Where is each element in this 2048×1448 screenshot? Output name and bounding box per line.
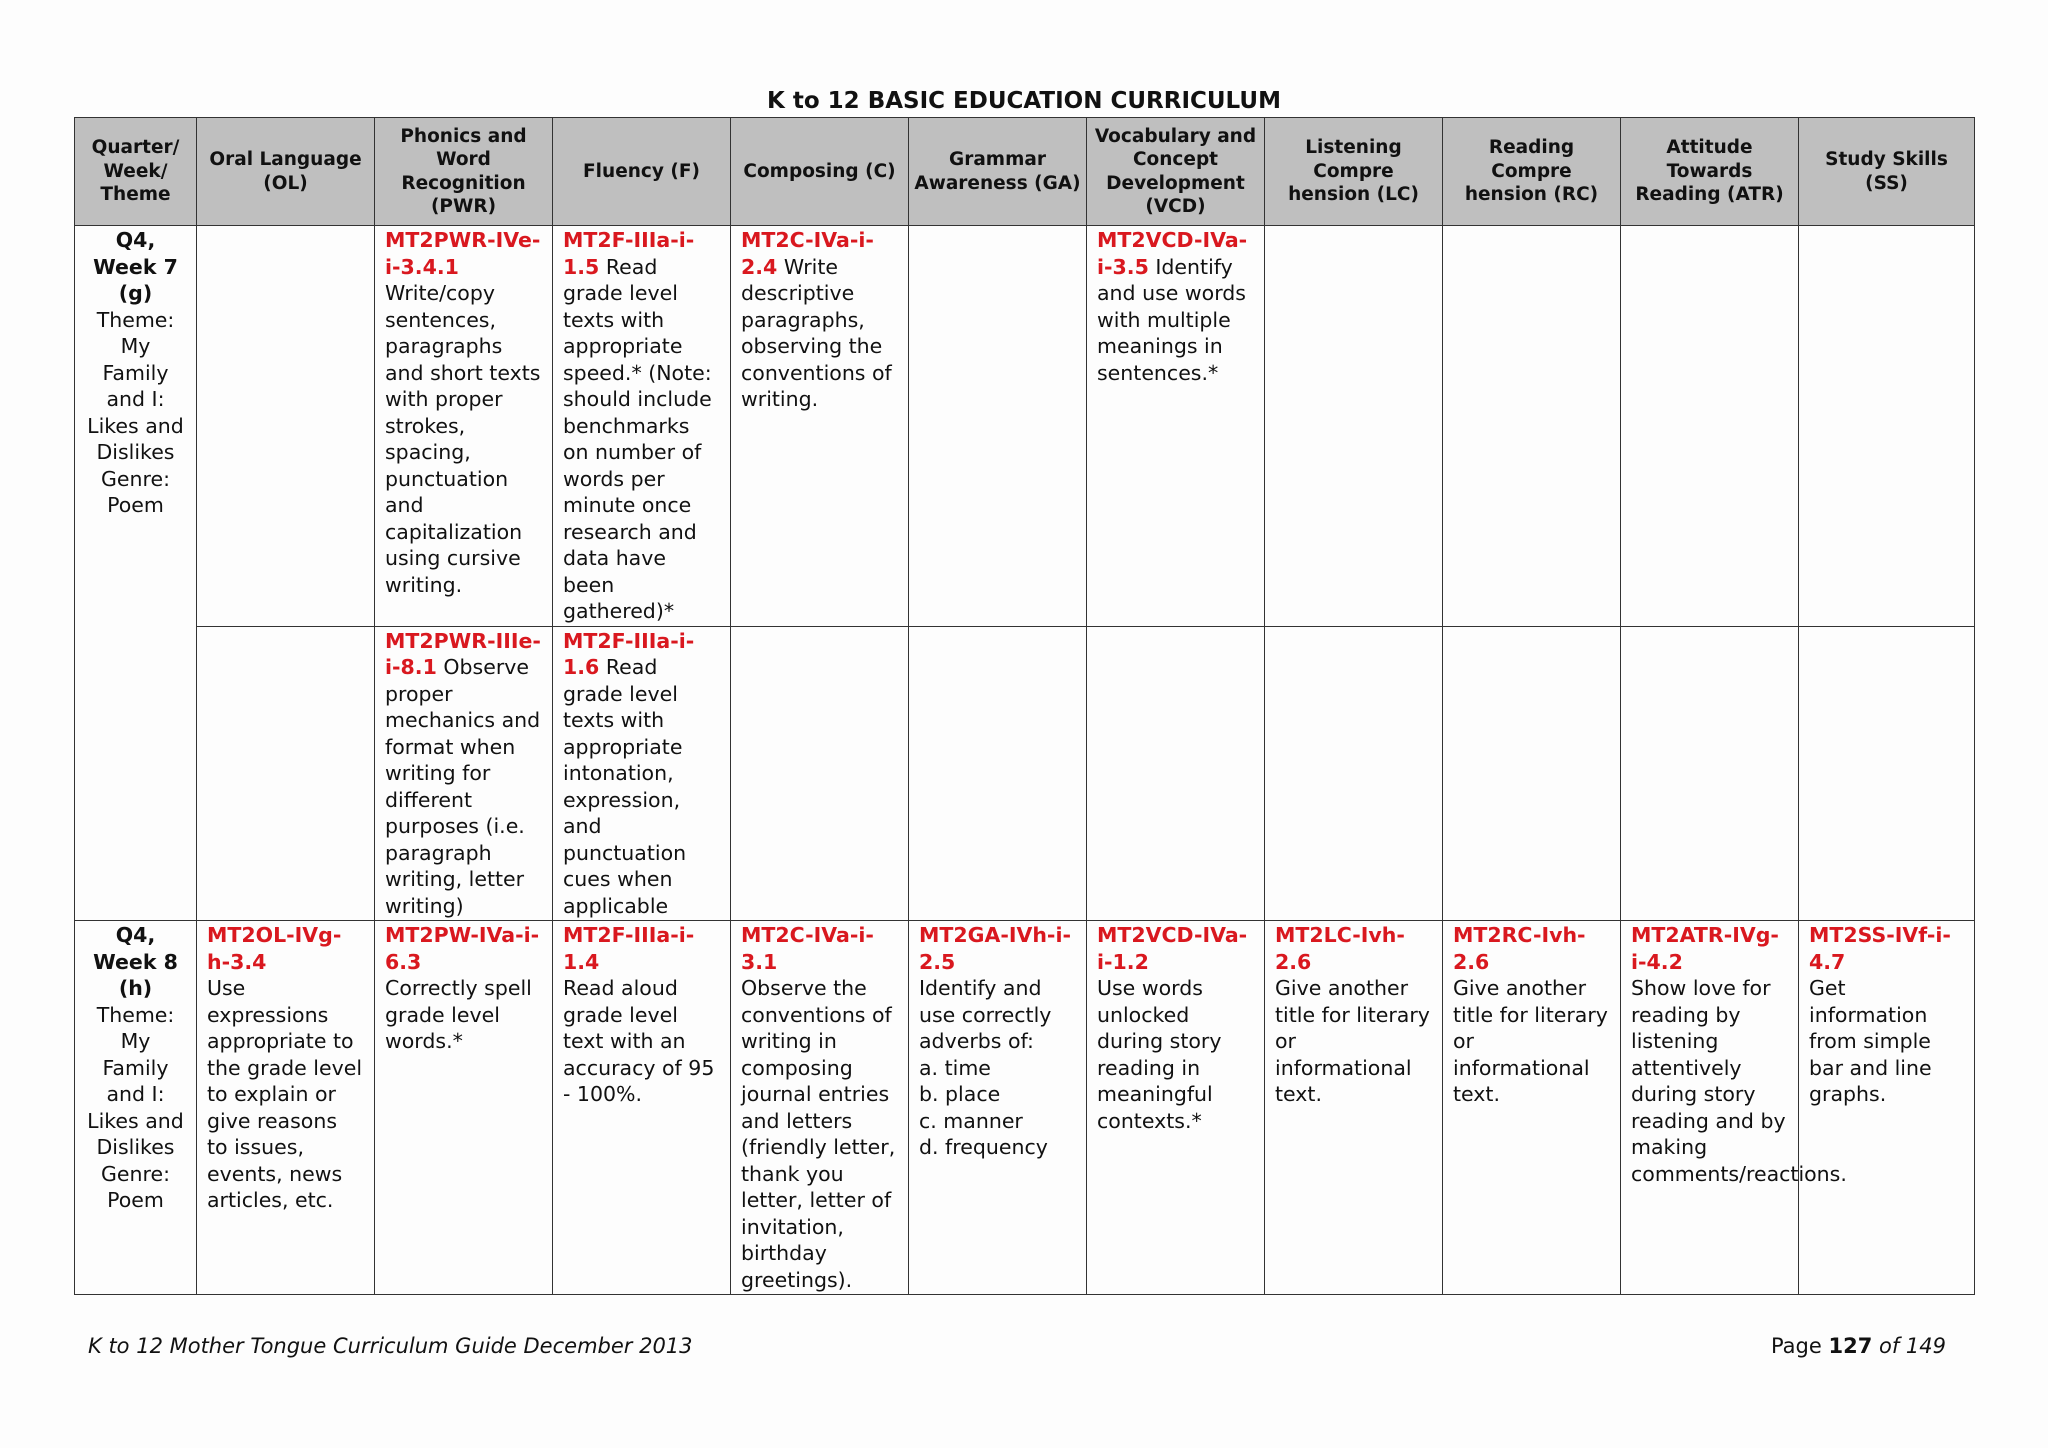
list-item: c. manner: [919, 1108, 1023, 1133]
week7-heading: Q4, Week 7 (g): [93, 228, 178, 305]
header-fluency: Fluency (F): [553, 118, 731, 226]
list-item: a. time: [919, 1055, 991, 1080]
footer-page-number: [1771, 1334, 1946, 1358]
competency-text: Observe proper mechanics and format when writing for different purposes (i.e. paragraph writing, letter writing): [385, 655, 541, 918]
competency-code: MT2LC-Ivh-2.6: [1275, 923, 1405, 974]
week7b-lc-cell: [1265, 626, 1443, 921]
header-reading-comprehension: Reading Compre hension (RC): [1443, 118, 1621, 226]
competency-text: Read aloud grade level text with an accuracy of 95 - 100%.: [563, 976, 715, 1106]
competency-code: MT2ATR-IVg-i-4.2: [1631, 923, 1779, 974]
competency-code: MT2C-IVa-i-2.4: [741, 228, 874, 279]
week7a-ss-cell: [1799, 226, 1975, 627]
competency-text: Identify and use words with multiple meanings in sentences.*: [1097, 254, 1246, 385]
week8-heading: Q4, Week 8 (h): [93, 923, 178, 1000]
competency-code: MT2PW-IVa-i-6.3: [385, 923, 540, 974]
week8-ol-cell: [197, 921, 375, 1295]
week8-pwr-cell: [375, 921, 553, 1295]
competency-text: Show love for reading by listening attentively during story reading and by making comments/reactions.: [1631, 976, 1847, 1186]
header-row: [75, 118, 1975, 226]
week7a-f-cell: [553, 226, 731, 627]
week7b-c-cell: [731, 626, 909, 921]
week8-quarter-cell: [75, 921, 197, 1295]
week8-ga-cell: [909, 921, 1087, 1295]
competency-code: MT2F-IIIa-i-1.4: [563, 923, 695, 974]
header-phonics-word-recognition: Phonics and Word Recognition (PWR): [375, 118, 553, 226]
week8-ss-cell: [1799, 921, 1975, 1295]
week7a-c-cell: [731, 226, 909, 627]
competency-code: MT2RC-Ivh-2.6: [1453, 923, 1586, 974]
competency-code: MT2PWR-IVe-i-3.4.1: [385, 228, 541, 279]
competency-text: Identify and use correctly adverbs of:: [919, 976, 1052, 1053]
competency-text: Write descriptive paragraphs, observing the conventions of writing.: [741, 254, 892, 411]
week8-f-cell: [553, 921, 731, 1295]
week7b-ga-cell: [909, 626, 1087, 921]
week7b-vcd-cell: [1087, 626, 1265, 921]
week8-rc-cell: [1443, 921, 1621, 1295]
list-item: b. place: [919, 1082, 1001, 1106]
document-title: K to 12 BASIC EDUCATION CURRICULUM: [767, 88, 1281, 114]
competency-text: Write/copy sentences, paragraphs and short texts with proper strokes, spacing, punctuation and capitalization using cursive writing.: [385, 281, 541, 597]
header-oral-language: Oral Language (OL): [197, 118, 375, 226]
competency-code: MT2SS-IVf-i-4.7: [1809, 923, 1951, 974]
week7b-ss-cell: [1799, 626, 1975, 921]
competency-code: MT2VCD-IVa-i-3.5: [1097, 228, 1248, 279]
week7b-pwr-cell: [375, 626, 553, 921]
week7a-lc-cell: [1265, 226, 1443, 627]
competency-code: MT2VCD-IVa-i-1.2: [1097, 923, 1248, 974]
week7a-rc-cell: [1443, 226, 1621, 627]
week7-theme: Theme: My Family and I: Likes and Dislikes Genre: Poem: [87, 307, 184, 517]
header-composing: Composing (C): [731, 118, 909, 226]
competency-code: MT2GA-IVh-i-2.5: [919, 923, 1071, 974]
competency-text: Read grade level texts with appropriate speed.* (Note: should include benchmarks on number of words per minute once research and data have been gathered)*: [563, 254, 712, 623]
footer-guide-title: K to 12 Mother Tongue Curriculum Guide December 2013: [88, 1334, 693, 1358]
header-grammar-awareness: Grammar Awareness (GA): [909, 118, 1087, 226]
competency-code: MT2F-IIIa-i-1.5: [563, 228, 695, 279]
week7b-ol-cell: [197, 626, 375, 921]
competency-text: Observe the conventions of writing in composing journal entries and letters (friendly letter, thank you letter, letter of invitation, birthday greetings).: [741, 976, 896, 1292]
competency-code: MT2OL-IVg-h-3.4: [207, 923, 342, 974]
week8-atr-cell: [1621, 921, 1847, 1295]
header-attitude-reading: Attitude Towards Reading (ATR): [1621, 118, 1799, 226]
week7a-atr-cell: [1621, 226, 1799, 627]
competency-text: Use expressions appropriate to the grade level to explain or give reasons to issues, events, news articles, etc.: [207, 976, 363, 1212]
competency-text: Give another title for literary or informational text.: [1275, 976, 1430, 1106]
competency-text: Get information from simple bar and line graphs.: [1809, 976, 1932, 1106]
week8-vcd-cell: [1087, 921, 1265, 1295]
table-row-week8: [75, 921, 1975, 1295]
competency-text: Read grade level texts with appropriate intonation, expression, and punctuation cues when applicable: [563, 655, 687, 918]
header-quarter-week-theme: Quarter/ Week/ Theme: [75, 118, 197, 226]
table-row-week7-b: [75, 626, 1975, 921]
week7a-pwr-cell: [375, 226, 553, 627]
week7b-rc-cell: [1443, 626, 1621, 921]
week7b-f-cell: [553, 626, 731, 921]
page-current: 127: [1828, 1334, 1873, 1358]
week8-theme: Theme: My Family and I: Likes and Dislikes Genre: Poem: [87, 1002, 184, 1212]
list-item: d. frequency: [919, 1135, 1048, 1159]
competency-code: MT2F-IIIa-i-1.6: [563, 628, 695, 679]
page-total: of 149: [1879, 1334, 1946, 1358]
week7a-ga-cell: [909, 226, 1087, 627]
week7a-vcd-cell: [1087, 226, 1265, 627]
week7a-ol-cell: [197, 226, 375, 627]
curriculum-table: [74, 117, 1975, 1295]
competency-text: Use words unlocked during story reading in meaningful contexts.*: [1097, 976, 1222, 1133]
week8-lc-cell: [1265, 921, 1443, 1295]
competency-code: MT2C-IVa-i-3.1: [741, 923, 874, 974]
competency-text: Give another title for literary or informational text.: [1453, 976, 1608, 1106]
page-label: Page: [1770, 1334, 1822, 1358]
competency-code: MT2PWR-IIIe-i-8.1: [385, 628, 541, 679]
table-row-week7-a: [75, 226, 1975, 627]
header-vocabulary-concept: Vocabulary and Concept Development (VCD): [1087, 118, 1265, 226]
header-listening-comprehension: Listening Compre hension (LC): [1265, 118, 1443, 226]
week7-quarter-cell: [75, 226, 197, 921]
week8-c-cell: [731, 921, 909, 1295]
week7b-atr-cell: [1621, 626, 1799, 921]
competency-text: Correctly spell grade level words.*: [385, 976, 532, 1053]
header-study-skills: Study Skills (SS): [1799, 118, 1975, 226]
